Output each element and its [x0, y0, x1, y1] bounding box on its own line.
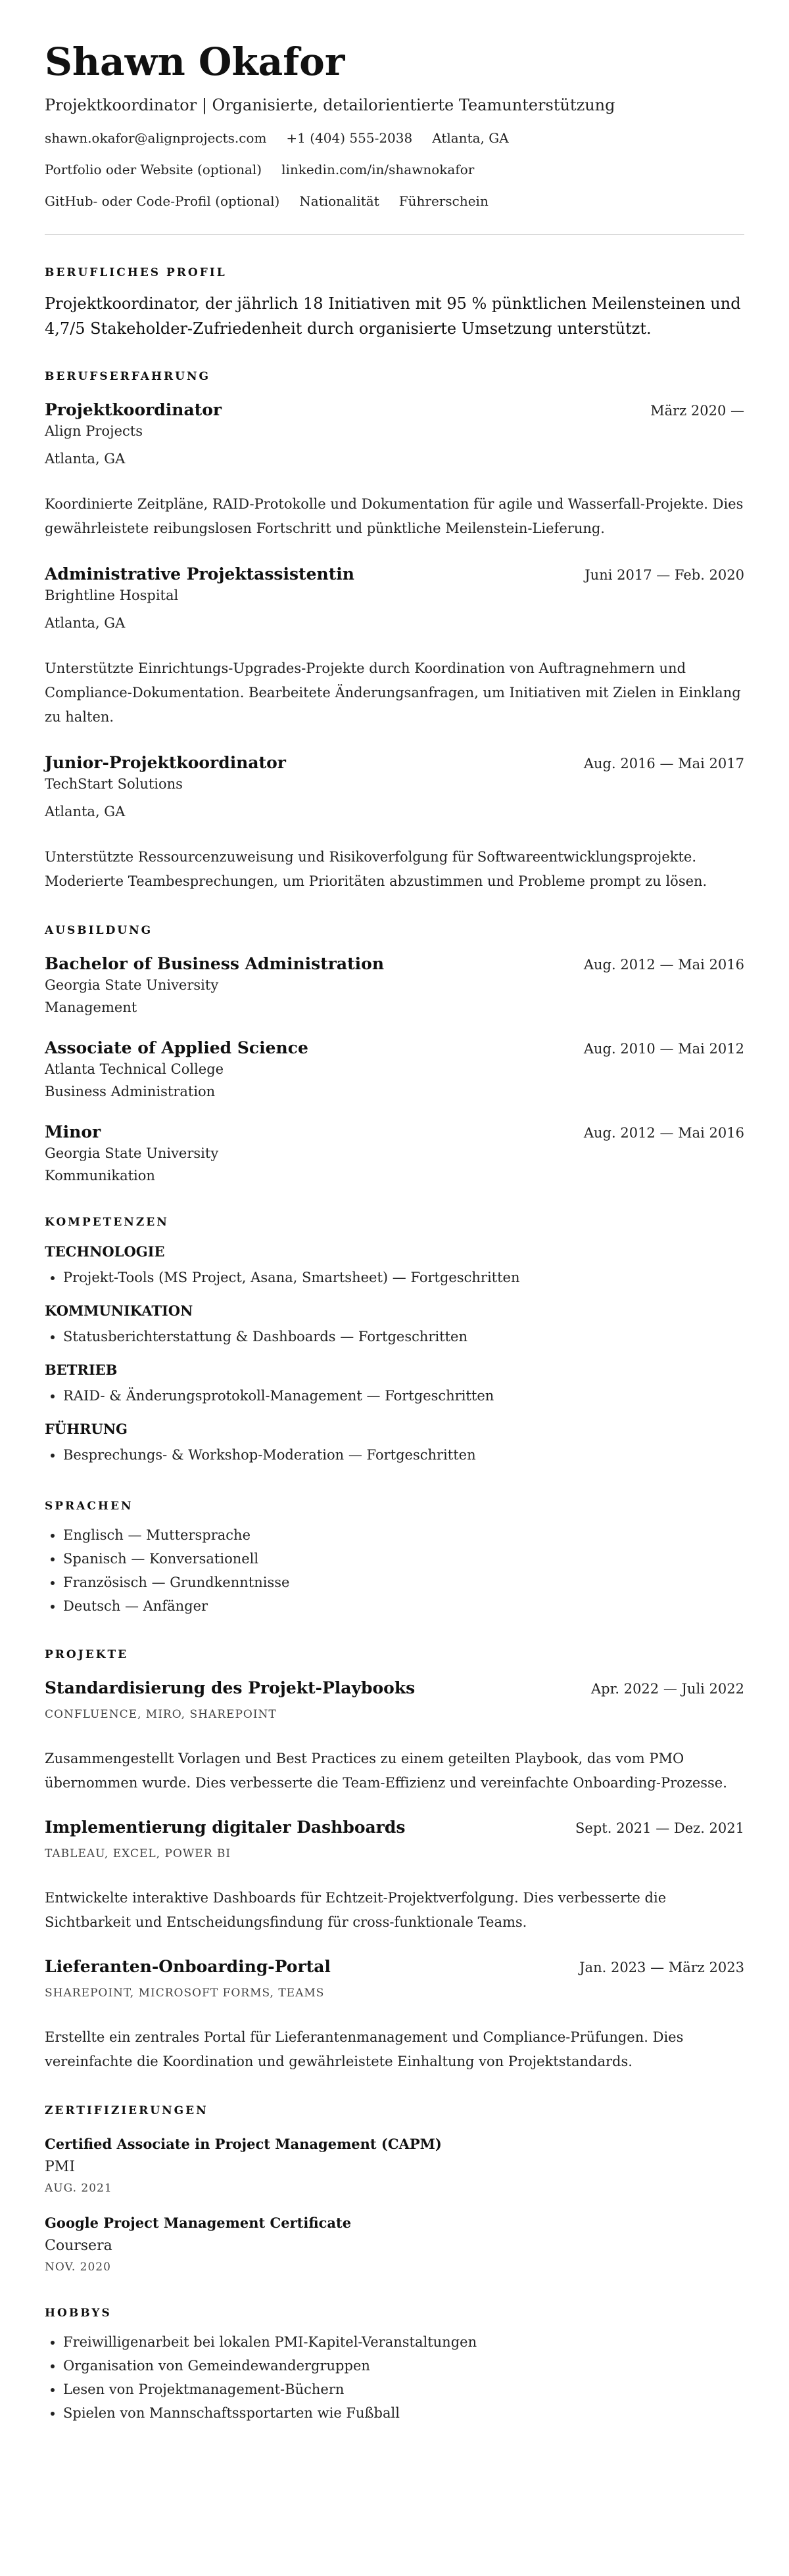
- hobby-item: • Lesen von Projektmanagement-Büchern: [63, 2378, 744, 2401]
- language-item: • Französisch — Grundkenntnisse: [63, 1571, 744, 1594]
- contact-row-1: [45, 129, 744, 147]
- hobby-list: [45, 2330, 744, 2425]
- education-entry: [45, 953, 744, 1017]
- contact-email[interactable]: shawn.okafor@alignprojects.com: [45, 130, 267, 146]
- project-description: Entwickelte interaktive Dashboards für Echtzeit-Projektverfolgung. Dies verbesserte die Sichtbarkeit und Entscheidungsfindung für cross-funktionale Teams.: [45, 1890, 667, 1930]
- job-date: Aug. 2016 — Mai 2017: [583, 756, 744, 771]
- project-tech: SHAREPOINT, MICROSOFT FORMS, TEAMS: [45, 1987, 325, 2000]
- skills-section: [45, 1214, 744, 1467]
- project-entry: [45, 1816, 744, 1935]
- header-divider: [45, 234, 744, 235]
- job-location: Atlanta, GA: [45, 451, 126, 467]
- job-title: Administrative Projektassistentin: [45, 564, 354, 584]
- project-date: Jan. 2023 — März 2023: [579, 1960, 744, 1975]
- job-entry: [45, 752, 744, 894]
- contact-phone[interactable]: +1 (404) 555-2038: [286, 130, 413, 146]
- project-title: Lieferanten-Onboarding-Portal: [45, 1957, 331, 1976]
- education-section: [45, 923, 744, 1185]
- experience-section: [45, 369, 744, 894]
- project-date: Sept. 2021 — Dez. 2021: [575, 1820, 744, 1836]
- project-tech: CONFLUENCE, MIRO, SHAREPOINT: [45, 1708, 277, 1721]
- project-date: Apr. 2022 — Juli 2022: [591, 1681, 744, 1697]
- job-date: März 2020 —: [650, 403, 744, 419]
- education-date: Aug. 2012 — Mai 2016: [583, 1125, 744, 1141]
- section-title-experience: BERUFSERFAHRUNG: [45, 370, 211, 383]
- job-company: TechStart Solutions: [45, 776, 183, 792]
- hobby-item: • Spielen von Mannschaftssportarten wie Fußball: [63, 2401, 744, 2425]
- project-description: Erstellte ein zentrales Portal für Lieferantenmanagement und Compliance-Prüfungen. Dies vereinfachte die Koordination und gewährleistete Einhaltung von Projektstandards.: [45, 2029, 684, 2069]
- section-title-certifications: ZERTIFIZIERUNGEN: [45, 2104, 208, 2117]
- project-tech: TABLEAU, EXCEL, POWER BI: [45, 1847, 231, 1860]
- projects-section: [45, 1647, 744, 2074]
- contact-row-2: [45, 160, 744, 179]
- skill-item: • Besprechungs- & Workshop-Moderation — Fortgeschritten: [63, 1443, 744, 1467]
- language-item: • Spanisch — Konversationell: [63, 1547, 744, 1571]
- certification-entry: [45, 2213, 744, 2275]
- education-school: Atlanta Technical College: [45, 1061, 224, 1077]
- project-description: Zusammengestellt Vorlagen und Best Practices zu einem geteilten Playbook, das vom PMO übernommen wurde. Dies verbesserte die Team-Effizienz und vereinfachte Onboarding-Prozesse.: [45, 1751, 727, 1791]
- language-list: [45, 1523, 744, 1618]
- skill-item: • Statusberichterstattung & Dashboards — Fortgeschritten: [63, 1325, 744, 1348]
- certification-date: AUG. 2021: [45, 2182, 112, 2195]
- language-item: • Deutsch — Anfänger: [63, 1594, 744, 1618]
- project-title: Standardisierung des Projekt-Playbooks: [45, 1678, 416, 1697]
- contact-nationality: Nationalität: [299, 193, 379, 209]
- education-date: Aug. 2010 — Mai 2012: [583, 1041, 744, 1057]
- certification-title: Google Project Management Certificate: [45, 2215, 352, 2231]
- job-entry: [45, 563, 744, 729]
- certification-issuer: PMI: [45, 2159, 76, 2175]
- job-title: Projektkoordinator: [45, 400, 222, 419]
- skill-list: [45, 1266, 744, 1289]
- certification-issuer: Coursera: [45, 2238, 112, 2254]
- candidate-name: Shawn Okafor: [45, 39, 345, 84]
- section-title-languages: SPRACHEN: [45, 1500, 133, 1513]
- section-title-skills: KOMPETENZEN: [45, 1216, 169, 1229]
- contact-row-3: [45, 192, 744, 210]
- job-description: Unterstützte Ressourcenzuweisung und Risikoverfolgung für Softwareentwicklungsprojekte. Moderierte Teambesprechungen, um Prioritäten abzustimmen und Probleme prompt zu lösen.: [45, 849, 707, 889]
- job-location: Atlanta, GA: [45, 804, 126, 819]
- job-date: Juni 2017 — Feb. 2020: [585, 567, 744, 583]
- job-description: Koordinierte Zeitpläne, RAID-Protokolle und Dokumentation für agile und Wasserfall-Projekte. Dies gewährleistete reibungslosen Fortschritt und pünktliche Meilenstein-Lieferung.: [45, 496, 744, 536]
- skill-item: • Projekt-Tools (MS Project, Asana, Smartsheet) — Fortgeschritten: [63, 1266, 744, 1289]
- certification-title: Certified Associate in Project Management (CAPM): [45, 2136, 442, 2152]
- languages-section: [45, 1498, 744, 1618]
- skill-category: FÜHRUNG: [45, 1421, 128, 1437]
- education-date: Aug. 2012 — Mai 2016: [583, 957, 744, 973]
- section-title-projects: PROJEKTE: [45, 1648, 129, 1661]
- hobby-item: • Organisation von Gemeindewandergruppen: [63, 2354, 744, 2378]
- job-location: Atlanta, GA: [45, 615, 126, 631]
- certification-entry: [45, 2134, 744, 2196]
- education-school: Georgia State University: [45, 977, 219, 993]
- section-title-education: AUSBILDUNG: [45, 924, 153, 937]
- skill-list: [45, 1325, 744, 1348]
- profile-section: [45, 265, 744, 341]
- job-company: Align Projects: [45, 423, 143, 439]
- candidate-tagline: Projektkoordinator | Organisierte, detailorientierte Teamunterstützung: [45, 96, 615, 114]
- skill-list: [45, 1384, 744, 1408]
- job-title: Junior-Projektkoordinator: [45, 753, 286, 772]
- skill-category: TECHNOLOGIE: [45, 1243, 165, 1260]
- education-entry: [45, 1037, 744, 1101]
- hobby-item: • Freiwilligenarbeit bei lokalen PMI-Kapitel-Veranstaltungen: [63, 2330, 744, 2354]
- education-degree: Associate of Applied Science: [45, 1038, 308, 1057]
- skill-list: [45, 1443, 744, 1467]
- skill-item: • RAID- & Änderungsprotokoll-Management — Fortgeschritten: [63, 1384, 744, 1408]
- contact-github[interactable]: GitHub- oder Code-Profil (optional): [45, 193, 280, 209]
- contact-license: Führerschein: [398, 193, 489, 209]
- section-title-profile: BERUFLICHES PROFIL: [45, 266, 227, 279]
- education-field: Kommunikation: [45, 1168, 155, 1184]
- section-title-hobbies: HOBBYS: [45, 2307, 112, 2320]
- certifications-section: [45, 2103, 744, 2275]
- job-entry: [45, 399, 744, 541]
- project-entry: [45, 1956, 744, 2074]
- certification-date: NOV. 2020: [45, 2261, 111, 2274]
- project-entry: [45, 1677, 744, 1795]
- education-field: Management: [45, 1000, 137, 1015]
- education-field: Business Administration: [45, 1084, 216, 1099]
- hobbies-section: [45, 2305, 744, 2425]
- resume-header: [45, 38, 744, 210]
- contact-portfolio[interactable]: Portfolio oder Website (optional): [45, 162, 262, 177]
- contact-linkedin[interactable]: linkedin.com/in/shawnokafor: [281, 162, 475, 177]
- language-item: • Englisch — Muttersprache: [63, 1523, 744, 1547]
- skill-category: KOMMUNIKATION: [45, 1302, 193, 1319]
- job-company: Brightline Hospital: [45, 587, 179, 603]
- job-description: Unterstützte Einrichtungs-Upgrades-Projekte durch Koordination von Auftragnehmern und Compliance-Dokumentation. Bearbeitete Änderungsanfragen, um Initiativen mit Zielen in Einklang zu halten.: [45, 660, 741, 725]
- profile-text: Projektkoordinator, der jährlich 18 Initiativen mit 95 % pünktlichen Meilensteinen und 4,7/5 Stakeholder-Zufriedenheit durch organisierte Umsetzung unterstützt.: [45, 294, 741, 338]
- education-school: Georgia State University: [45, 1145, 219, 1161]
- education-degree: Minor: [45, 1122, 101, 1141]
- education-degree: Bachelor of Business Administration: [45, 954, 385, 973]
- project-title: Implementierung digitaler Dashboards: [45, 1818, 406, 1837]
- contact-location: Atlanta, GA: [432, 130, 509, 146]
- education-entry: [45, 1121, 744, 1185]
- skill-category: BETRIEB: [45, 1362, 118, 1378]
